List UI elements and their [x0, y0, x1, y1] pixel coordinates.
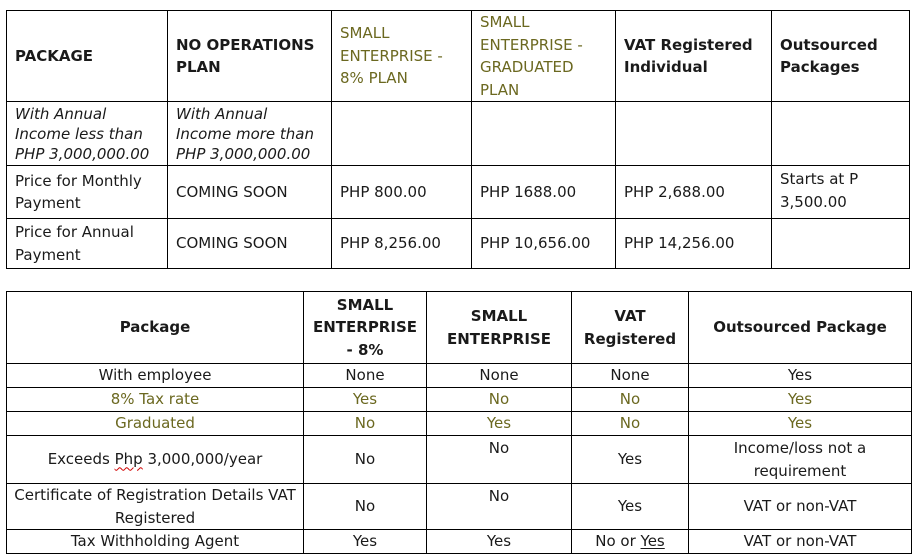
cell-outsourced: VAT or non-VAT [689, 484, 912, 530]
annual-outsourced [772, 219, 910, 269]
cmp-header-package: Package [7, 292, 304, 364]
row-label-graduated: Graduated [7, 412, 304, 436]
cell-small-8: Yes [304, 388, 427, 412]
cell-outsourced: VAT or non-VAT [689, 530, 912, 554]
vat-yes-underlined: Yes [640, 532, 665, 551]
monthly-vat: PHP 2,688.00 [616, 166, 772, 219]
header-small-enterprise-graduated-plan: SMALL ENTERPRISE - GRADUATED PLAN [472, 11, 616, 102]
row-label-exceeds-php [7, 436, 304, 484]
header-vat-registered-individual: VAT Registered Individual [616, 11, 772, 102]
row-label-tax-withholding-agent: Tax Withholding Agent [7, 530, 304, 554]
comparison-header-row [7, 292, 912, 364]
cell-small: No [427, 436, 572, 484]
annual-vat: PHP 14,256.00 [616, 219, 772, 269]
header-outsourced-packages: Outsourced Packages [772, 11, 910, 102]
cell-small-8: None [304, 364, 427, 388]
cell-small-8: No [304, 484, 427, 530]
table-row [7, 484, 912, 530]
monthly-no-operations: COMING SOON [168, 166, 332, 219]
cell-outsourced: Yes [689, 364, 912, 388]
monthly-small-graduated: PHP 1688.00 [472, 166, 616, 219]
income-row [7, 102, 910, 166]
cell-small-8: No [304, 436, 427, 484]
cell-outsourced: Yes [689, 412, 912, 436]
cell-vat: Yes [572, 436, 689, 484]
monthly-price-row [7, 166, 910, 219]
table-row [7, 364, 912, 388]
annual-small-8: PHP 8,256.00 [332, 219, 472, 269]
table-row [7, 436, 912, 484]
cell-small-8: No [304, 412, 427, 436]
cmp-header-outsourced-package: Outsourced Package [689, 292, 912, 364]
label-prefix: Exceeds [47, 450, 115, 469]
monthly-outsourced: Starts at P 3,500.00 [772, 166, 910, 219]
vat-prefix: No or [595, 532, 641, 551]
cell-vat: No [572, 412, 689, 436]
empty-cell [472, 102, 616, 166]
cell-small: Yes [427, 412, 572, 436]
row-label-8-tax-rate: 8% Tax rate [7, 388, 304, 412]
header-small-enterprise-8-plan: SMALL ENTERPRISE - 8% PLAN [332, 11, 472, 102]
cmp-header-small-enterprise: SMALL ENTERPRISE [427, 292, 572, 364]
label-php-misspelled: Php [114, 450, 143, 469]
cell-outsourced: Yes [689, 388, 912, 412]
cmp-header-small-enterprise-8: SMALL ENTERPRISE - 8% [304, 292, 427, 364]
annual-price-row [7, 219, 910, 269]
table-row [7, 388, 912, 412]
pricing-table [6, 10, 910, 269]
income-less-than-cell: With Annual Income less than PHP 3,000,000.00 [7, 102, 168, 166]
income-more-than-cell: With Annual Income more than PHP 3,000,000.00 [168, 102, 332, 166]
table-row [7, 412, 912, 436]
cell-small: No [427, 484, 572, 530]
cell-vat: Yes [572, 484, 689, 530]
pricing-header-row [7, 11, 910, 102]
annual-small-graduated: PHP 10,656.00 [472, 219, 616, 269]
empty-cell [772, 102, 910, 166]
header-package: PACKAGE [7, 11, 168, 102]
cell-outsourced: Income/loss not a requirement [689, 436, 912, 484]
table-row [7, 530, 912, 554]
cell-vat: None [572, 364, 689, 388]
cmp-header-vat-registered: VAT Registered [572, 292, 689, 364]
cell-vat [572, 530, 689, 554]
monthly-small-8: PHP 800.00 [332, 166, 472, 219]
annual-no-operations: COMING SOON [168, 219, 332, 269]
cell-small: Yes [427, 530, 572, 554]
annual-label: Price for Annual Payment [7, 219, 168, 269]
row-label-cor-vat: Certificate of Registration Details VAT Registered [7, 484, 304, 530]
monthly-label: Price for Monthly Payment [7, 166, 168, 219]
cell-small: No [427, 388, 572, 412]
cell-small: None [427, 364, 572, 388]
empty-cell [332, 102, 472, 166]
empty-cell [616, 102, 772, 166]
comparison-table [6, 291, 912, 554]
cell-vat: No [572, 388, 689, 412]
cell-small-8: Yes [304, 530, 427, 554]
label-suffix: 3,000,000/year [142, 450, 263, 469]
header-no-operations-plan: NO OPERATIONS PLAN [168, 11, 332, 102]
row-label-with-employee: With employee [7, 364, 304, 388]
